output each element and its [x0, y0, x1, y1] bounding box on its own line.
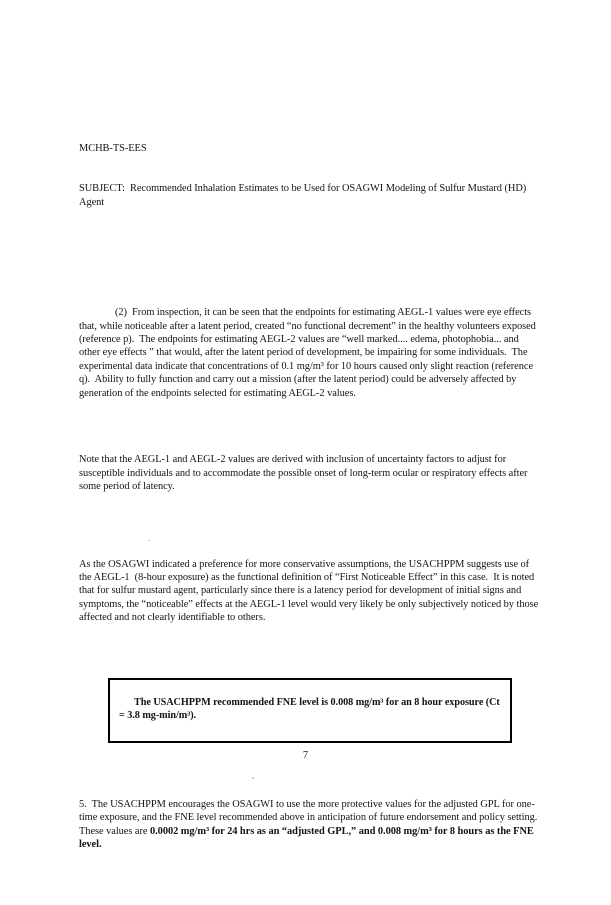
fne-recommendation-box	[108, 678, 512, 743]
document-header	[79, 115, 541, 236]
paragraph-5-bold-values: 0.0002 mg/m³ for 24 hrs as an “adjusted GPL,” and 0.008 mg/m³ for 8 hours as the FNE level.	[79, 825, 537, 851]
page-number: 7	[302, 750, 309, 761]
document-body	[79, 75, 541, 905]
paragraph-endpoints: (2) From inspection, it can be seen that the endpoints for estimating AEGL-1 values were eye effects that, while noticeable after a latent period, created “no functional decrement” in the healthy volunteers exposed (reference p). The endpoints for estimating AEGL-2 values are “well marked.... edema, photophobia... and other eye effects ” that would, after the latent period of development, be impairing for some individuals. The experimental data indicate that concentrations of 0.1 mg/m³ for 10 hours caused only slight reaction (reference q). Ability to fully function and carry out a mission (after the latent period) could be adversely affected by generation of the endpoints selected for estimating AEGL-2 values.	[79, 307, 539, 399]
paragraph-note-uncertainty: Note that the AEGL-1 and AEGL-2 values are derived with inclusion of uncertainty factors to adjust for susceptible individuals and to accommodate the possible onset of long-term ocular or respiratory effects after some period of latency.	[79, 454, 531, 492]
paragraph-5-normal-text: 5. The USACHPPM encourages the OSAGWI to use the more protective values for the adjusted GPL for one-time exposure, and the FNE level recommended above in anticipation of future endorsement and policy setting. These values are	[79, 798, 543, 837]
paragraph-5-recommendation	[79, 798, 541, 852]
scan-noise-speck	[148, 540, 150, 541]
office-symbol: MCHB-TS-EES	[79, 143, 147, 155]
fne-recommendation-text: The USACHPPM recommended FNE level is 0.008 mg/m³ for an 8 hour exposure (Ct = 3.8 mg-min/m³).	[119, 697, 503, 722]
paragraph-osagwi-preference: As the OSAGWI indicated a preference for more conservative assumptions, the USACHPPM suggests use of the AEGL-1 (8-hour exposure) as the functional definition of “First Noticeable Effect” in this case. It is noted that for sulfur mustard agent, particularly since there is a latency period for development of initial signs and symptoms, the “noticeable” effects at the AEGL-1 level would very likely be only subjectively noticed by those affected and not clearly identifiable to others.	[79, 558, 541, 624]
scan-noise-speck	[252, 777, 254, 779]
subject-line: SUBJECT: Recommended Inhalation Estimates to be Used for OSAGWI Modeling of Sulfur Mustard (HD) Agent	[79, 183, 529, 208]
page-footer	[0, 750, 611, 761]
